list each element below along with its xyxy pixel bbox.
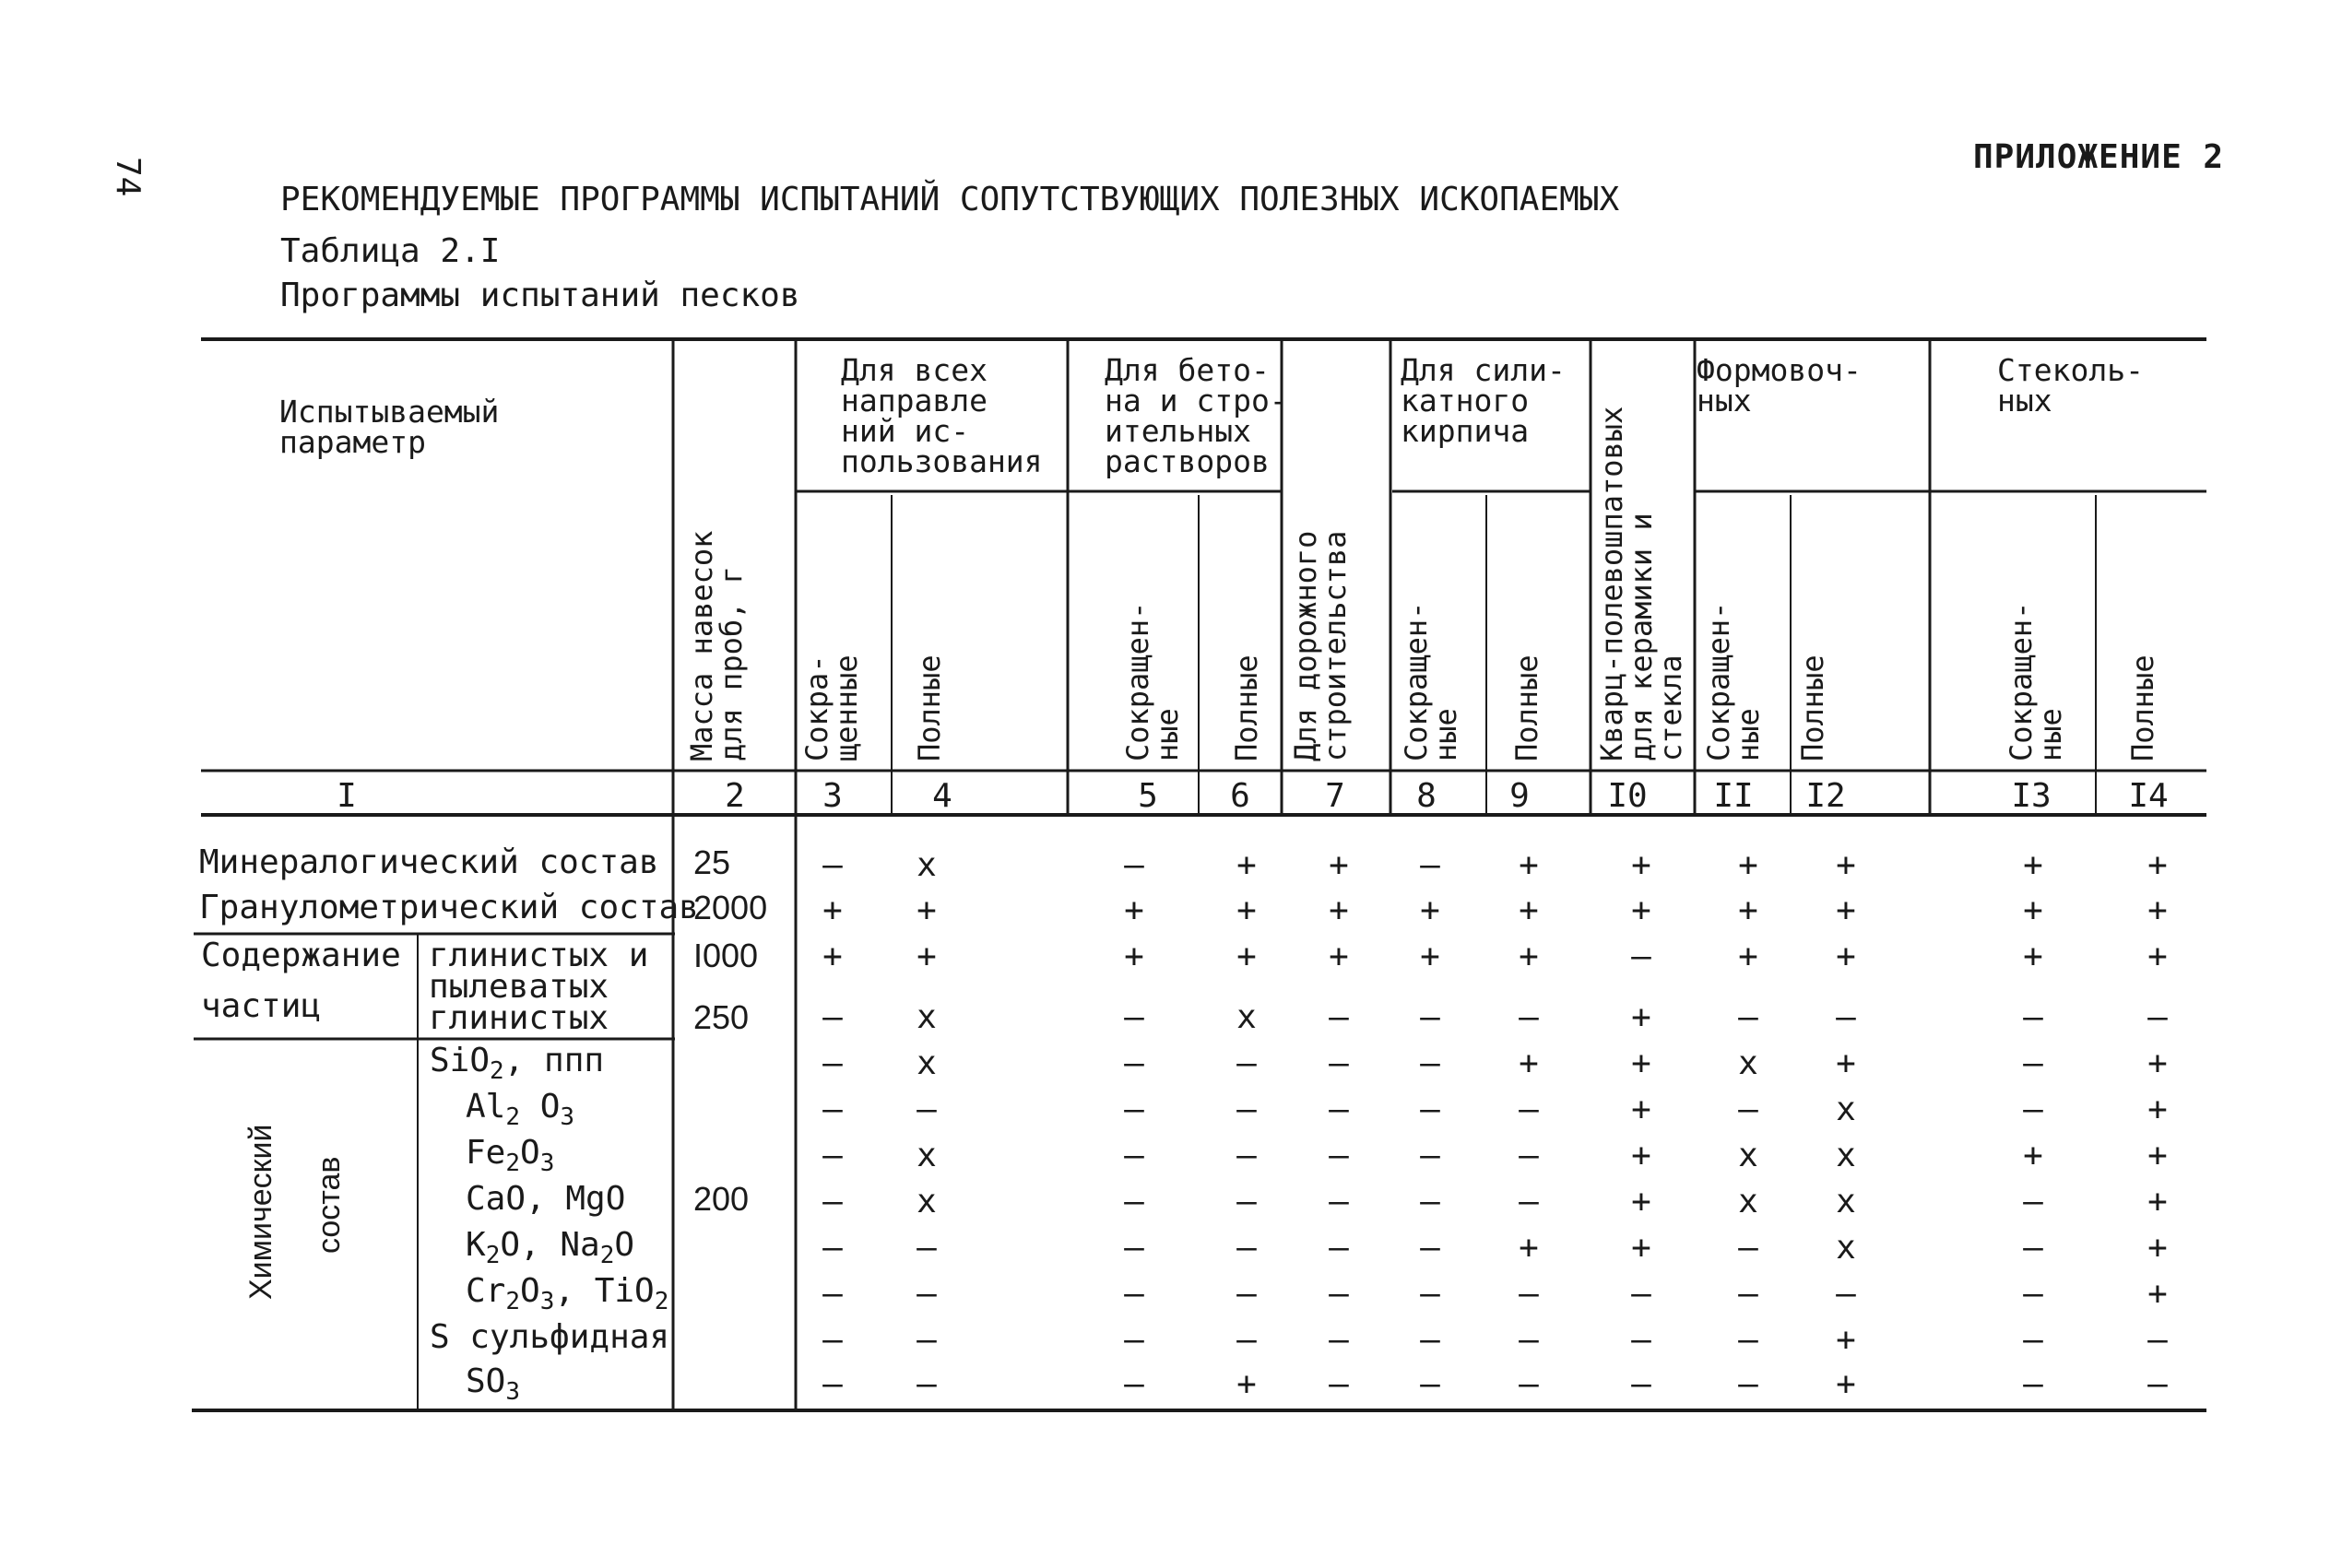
table-cell: – — [1236, 1275, 1257, 1313]
table-cell: + — [1519, 1229, 1539, 1267]
table-cell: – — [1124, 1044, 1144, 1082]
table-cell: + — [2147, 1275, 2168, 1313]
table-cell: – — [1738, 1229, 1758, 1267]
table-cell: + — [2023, 891, 2043, 929]
table-cell: – — [1519, 1365, 1539, 1403]
table-cell: + — [2147, 1137, 2168, 1174]
table-cell: – — [917, 1275, 937, 1313]
table-cell: – — [1236, 1183, 1257, 1220]
table-cell: + — [2147, 1091, 2168, 1128]
page-number: 74 — [109, 157, 147, 197]
table-cell: – — [2023, 1275, 2043, 1313]
col-number-11: II — [1713, 777, 1754, 815]
document-title: РЕКОМЕНДУЕМЫЕ ПРОГРАММЫ ИСПЫТАНИЙ СОПУТСТВУЮЩИХ ПОЛЕЗНЫХ ИСКОПАЕМЫХ — [280, 181, 1620, 218]
row-label-chem2: состав — [312, 1156, 347, 1254]
header-full-12: Полные — [1795, 654, 1830, 761]
table-cell: – — [2023, 1044, 2043, 1082]
table-cell: + — [1631, 1229, 1651, 1267]
table-cell: – — [822, 1183, 843, 1220]
table-cell: – — [1124, 1091, 1144, 1128]
header-full-9: Полные — [1509, 654, 1544, 761]
formula-k2o-na2o: $K_2O$, $Na_2O$ — [466, 1226, 635, 1270]
table-cell: – — [1738, 1275, 1758, 1313]
row-label-particles: частиц — [201, 987, 322, 1025]
table-cell: + — [1124, 891, 1144, 929]
table-cell: + — [2147, 1044, 2168, 1082]
table-cell: – — [1836, 998, 1856, 1036]
table-cell: – — [1738, 1091, 1758, 1128]
table-cell: – — [1236, 1044, 1257, 1082]
table-cell: + — [2147, 891, 2168, 929]
table-cell: – — [2023, 998, 2043, 1036]
formula-so3: $SO_3$ — [466, 1362, 521, 1407]
table-cell: х — [1836, 1091, 1856, 1128]
col-number-7: 7 — [1325, 777, 1345, 815]
table-cell: – — [1738, 998, 1758, 1036]
table-cell: – — [2023, 1091, 2043, 1128]
table-cell: – — [822, 998, 843, 1036]
table-cell: – — [1738, 1321, 1758, 1359]
table-cell: – — [1420, 998, 1440, 1036]
table-cell: х — [1738, 1137, 1758, 1174]
table-cell: + — [1236, 937, 1257, 975]
table-cell: – — [1329, 1044, 1349, 1082]
table-cell: + — [2023, 846, 2043, 884]
table-cell: + — [1631, 846, 1651, 884]
mass-value: I000 — [693, 937, 759, 974]
formula-sio2: SiO$_2$, ппп — [430, 1042, 605, 1086]
table-cell: – — [1329, 1275, 1349, 1313]
col-number-6: 6 — [1230, 777, 1250, 815]
table-cell: – — [1631, 1321, 1651, 1359]
table-cell: + — [1631, 1091, 1651, 1128]
mass-value: 250 — [693, 998, 750, 1036]
table-cell: – — [1631, 1275, 1651, 1313]
mass-value: 2000 — [693, 889, 768, 926]
table-cell: – — [1124, 846, 1144, 884]
row-label-clay: глинистых — [429, 999, 609, 1037]
table-cell: – — [1329, 1137, 1349, 1174]
table-cell: – — [822, 1365, 843, 1403]
table-cell: – — [1519, 998, 1539, 1036]
table-cell: + — [1519, 846, 1539, 884]
col-number-14: I4 — [2128, 777, 2169, 815]
table-cell: + — [1738, 937, 1758, 975]
table-cell: – — [1420, 1091, 1440, 1128]
table-cell: + — [1124, 937, 1144, 975]
row-label-chem: Химический — [243, 1124, 278, 1300]
header-group-glass: Стеколь- ных — [1997, 352, 2144, 419]
table-cell: – — [822, 846, 843, 884]
header-full-6: Полные — [1229, 654, 1264, 761]
table-cell: – — [1124, 1275, 1144, 1313]
table-cell: – — [1329, 1321, 1349, 1359]
table-cell: х — [1836, 1229, 1856, 1267]
table-cell: – — [1124, 1183, 1144, 1220]
table-cell: – — [1519, 1091, 1539, 1128]
table-cell: – — [2147, 998, 2168, 1036]
header-full-14: Полные — [2125, 654, 2160, 761]
table-cell: х — [1738, 1044, 1758, 1082]
table-cell: + — [1519, 891, 1539, 929]
table-cell: – — [1420, 1275, 1440, 1313]
header-short-1: Сокра- щенные — [799, 654, 864, 761]
header-road: Для дорожного строительства — [1288, 530, 1353, 761]
table-cell: – — [2023, 1321, 2043, 1359]
table-cell: – — [1519, 1137, 1539, 1174]
table-cell: – — [822, 1275, 843, 1313]
header-short-13: Сокращен- ные — [2004, 601, 2068, 761]
table-cell: + — [1519, 937, 1539, 975]
table-cell: + — [1631, 1183, 1651, 1220]
formula-cao-mgo: CaO, MgO — [466, 1180, 626, 1218]
table-cell: х — [1836, 1183, 1856, 1220]
table-cell: + — [1519, 1044, 1539, 1082]
table-cell: – — [917, 1091, 937, 1128]
formula-fe2o3: $Fe_2O_3$ — [466, 1134, 555, 1178]
formula-al2o3: $Al_2$ $O_3$ — [466, 1088, 575, 1132]
table-cell: – — [822, 1321, 843, 1359]
table-cell: + — [1836, 891, 1856, 929]
table-cell: – — [2023, 1229, 2043, 1267]
table-cell: – — [1519, 1321, 1539, 1359]
header-mass: Масса навесок для проб, г — [684, 530, 749, 761]
table-cell: + — [1836, 1044, 1856, 1082]
table-cell: – — [2023, 1365, 2043, 1403]
table-cell: – — [1420, 1137, 1440, 1174]
col-number-4: 4 — [932, 777, 952, 815]
table-cell: х — [917, 1044, 937, 1082]
row-label-content: Содержание — [201, 937, 401, 974]
table-cell: + — [1836, 846, 1856, 884]
table-cell: х — [1836, 1137, 1856, 1174]
table-cell: – — [2147, 1365, 2168, 1403]
table-cell: + — [2023, 1137, 2043, 1174]
table-cell: – — [917, 1321, 937, 1359]
table-cell: + — [1329, 891, 1349, 929]
table-cell: – — [917, 1229, 937, 1267]
table-cell: – — [1420, 1044, 1440, 1082]
table-cell: + — [1236, 891, 1257, 929]
table-cell: – — [1420, 846, 1440, 884]
table-cell: х — [917, 846, 937, 884]
header-group-silicate: Для сили- катного кирпича — [1401, 352, 1566, 449]
table-cell: + — [1236, 846, 1257, 884]
table-cell: – — [1631, 1365, 1651, 1403]
formula-cr2o3-tio2: $Cr_2O_3$, TiO$_2$ — [466, 1272, 669, 1316]
table-cell: – — [1236, 1229, 1257, 1267]
table-cell: + — [1631, 1044, 1651, 1082]
table-name: Программы испытаний песков — [280, 277, 800, 314]
table-cell: х — [1236, 998, 1257, 1036]
table-cell: – — [822, 1229, 843, 1267]
table-cell: – — [1124, 1321, 1144, 1359]
formula-sulfide: S сульфидная — [430, 1318, 670, 1356]
table-cell: х — [917, 1183, 937, 1220]
header-group-all: Для всех направле ний ис- пользования — [841, 352, 1043, 479]
table-cell: + — [2147, 846, 2168, 884]
table-cell: – — [1124, 1365, 1144, 1403]
col-number-8: 8 — [1416, 777, 1437, 815]
header-group-concrete: Для бето- на и стро- ительных растворов — [1105, 352, 1288, 479]
table-cell: х — [917, 1137, 937, 1174]
header-quartz: Кварц-полевошпатовых для керамики и стекла — [1594, 406, 1688, 761]
col-number-3: 3 — [822, 777, 843, 815]
table-cell: + — [1329, 846, 1349, 884]
table-cell: х — [1738, 1183, 1758, 1220]
table-cell: + — [1738, 891, 1758, 929]
table-cell: + — [2147, 1229, 2168, 1267]
table-cell: + — [1836, 1321, 1856, 1359]
mass-value: 200 — [693, 1180, 750, 1218]
table-cell: + — [917, 891, 937, 929]
table-cell: + — [1236, 1365, 1257, 1403]
col-number-2: 2 — [725, 777, 745, 815]
table-cell: – — [1631, 937, 1651, 975]
table-cell: + — [1329, 937, 1349, 975]
table-cell: + — [822, 891, 843, 929]
col-number-5: 5 — [1138, 777, 1158, 815]
row-label-mineral: Минералогический состав — [199, 843, 659, 881]
table-number: Таблица 2.I — [280, 232, 501, 270]
header-param: Испытываемый параметр — [279, 394, 500, 460]
table-cell: + — [1836, 937, 1856, 975]
col-number-13: I3 — [2011, 777, 2052, 815]
table-cell: – — [2023, 1183, 2043, 1220]
table-cell: + — [917, 937, 937, 975]
table-cell: + — [1631, 1137, 1651, 1174]
table-cell: – — [1420, 1229, 1440, 1267]
col-number-9: 9 — [1509, 777, 1530, 815]
row-label-granulo: Гранулометрический состав — [199, 889, 699, 926]
table-cell: – — [1236, 1321, 1257, 1359]
table-cell: + — [2147, 937, 2168, 975]
table-cell: + — [1836, 1365, 1856, 1403]
table-cell: + — [1420, 937, 1440, 975]
table-cell: + — [1738, 846, 1758, 884]
table-cell: – — [1519, 1275, 1539, 1313]
table-cell: – — [1236, 1091, 1257, 1128]
table-cell: – — [1420, 1321, 1440, 1359]
table-cell: – — [1329, 1229, 1349, 1267]
table-cell: – — [1124, 1229, 1144, 1267]
table-cell: + — [822, 937, 843, 975]
header-short-8: Сокращен- ные — [1399, 601, 1463, 761]
header-group-molding: Формовоч- ных — [1697, 352, 1862, 419]
table-cell: – — [1124, 998, 1144, 1036]
table-cell: – — [1124, 1137, 1144, 1174]
table-cell: + — [1631, 891, 1651, 929]
table-cell: – — [822, 1137, 843, 1174]
table-cell: – — [1420, 1183, 1440, 1220]
table-cell: – — [1420, 1365, 1440, 1403]
table-cell: + — [1631, 998, 1651, 1036]
table-cell: – — [822, 1044, 843, 1082]
table-cell: + — [2023, 937, 2043, 975]
table-cell: + — [1420, 891, 1440, 929]
table-cell: – — [1738, 1365, 1758, 1403]
table-cell: – — [917, 1365, 937, 1403]
header-short-11: Сокращен- ные — [1701, 601, 1766, 761]
col-number-10: I0 — [1607, 777, 1648, 815]
col-number-1: I — [337, 777, 357, 815]
mass-value: 25 — [693, 843, 731, 881]
header-full-4: Полные — [912, 654, 947, 761]
table-cell: + — [2147, 1183, 2168, 1220]
table-cell: – — [1329, 998, 1349, 1036]
row-label-clay-silt-1: глинистых и — [429, 937, 649, 974]
col-number-12: I2 — [1805, 777, 1846, 815]
table-cell: – — [1329, 1365, 1349, 1403]
table-cell: – — [1329, 1183, 1349, 1220]
table-cell: – — [822, 1091, 843, 1128]
table-cell: – — [1519, 1183, 1539, 1220]
table-cell: – — [2147, 1321, 2168, 1359]
table-cell: х — [917, 998, 937, 1036]
table-cell: – — [1236, 1137, 1257, 1174]
row-label-clay-silt-2: пылеватых — [429, 968, 609, 1006]
header-short-5: Сокращен- ные — [1120, 601, 1185, 761]
table-cell: – — [1836, 1275, 1856, 1313]
appendix-label: ПРИЛОЖЕНИЕ 2 — [1973, 138, 2225, 176]
table-cell: – — [1329, 1091, 1349, 1128]
